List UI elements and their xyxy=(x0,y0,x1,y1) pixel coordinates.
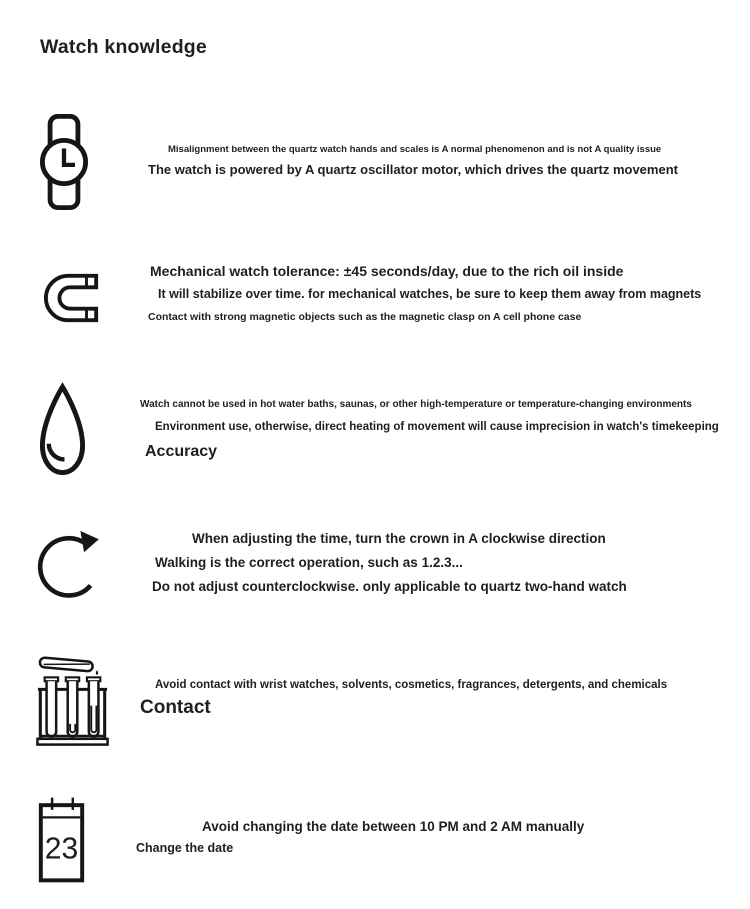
accuracy-heading: Accuracy xyxy=(145,443,218,460)
quartz-movement-text: The watch is powered by A quartz oscillator motor, which drives the quartz movement xyxy=(148,162,678,177)
magnet-icon xyxy=(43,269,101,327)
heating-imprecision-text: Environment use, otherwise, direct heating of movement will cause imprecision in watch's timekeeping xyxy=(155,421,719,433)
mechanical-tolerance-text: Mechanical watch tolerance: ±45 seconds/day, due to the rich oil inside xyxy=(150,263,624,279)
hot-water-warning-text: Watch cannot be used in hot water baths, saunas, or other high-temperature or temperature-changing environments xyxy=(140,399,692,410)
crown-clockwise-text: When adjusting the time, turn the crown in A clockwise direction xyxy=(192,531,606,546)
calendar-day-number: 23 xyxy=(44,832,79,866)
counterclockwise-warning-text: Do not adjust counterclockwise. only applicable to quartz two-hand watch xyxy=(152,579,627,594)
walking-operation-text: Walking is the correct operation, such as 1.2.3... xyxy=(155,555,463,570)
change-date-heading: Change the date xyxy=(136,841,234,855)
contact-heading: Contact xyxy=(140,697,211,718)
wristwatch-icon xyxy=(40,112,88,212)
test-tubes-icon xyxy=(36,649,109,747)
clockwise-arrow-icon xyxy=(37,525,109,609)
magnet-warning-text: It will stabilize over time. for mechanical watches, be sure to keep them away from magnets xyxy=(158,287,702,301)
date-change-warning-text: Avoid changing the date between 10 PM and 2 AM manually xyxy=(202,819,585,834)
page-title: Watch knowledge xyxy=(40,36,207,58)
chemicals-warning-text: Avoid contact with wrist watches, solvents, cosmetics, fragrances, detergents, and chemicals xyxy=(155,679,668,691)
water-drop-icon xyxy=(38,382,87,478)
quartz-misalignment-note: Misalignment between the quartz watch hands and scales is A normal phenomenon and is not A quality issue xyxy=(168,144,662,155)
magnetic-clasp-note: Contact with strong magnetic objects such as the magnetic clasp on A cell phone case xyxy=(148,311,582,323)
calendar-icon xyxy=(38,792,85,886)
